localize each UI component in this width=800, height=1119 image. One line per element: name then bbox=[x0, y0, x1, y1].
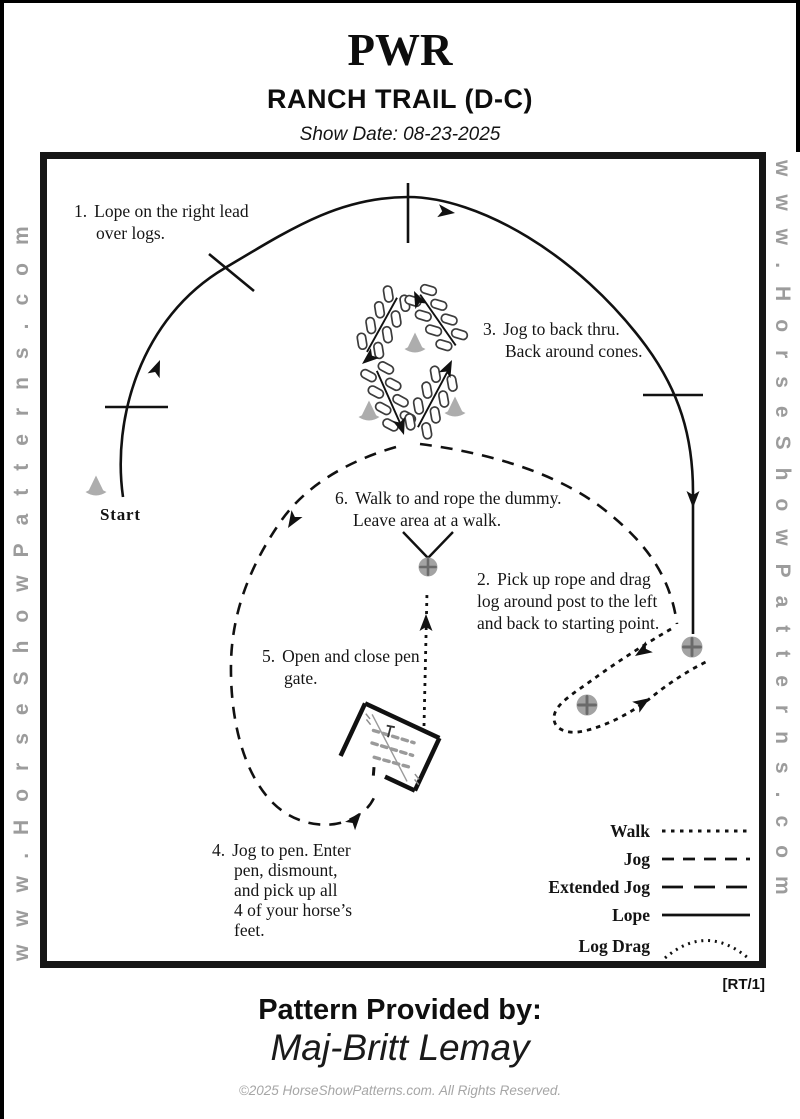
jog-line-sample bbox=[660, 853, 755, 865]
lope-path bbox=[105, 183, 703, 634]
legend-row-jog: Jog bbox=[505, 845, 755, 873]
legend-row-log-drag: Log Drag bbox=[505, 929, 755, 961]
instruction-3: 3. Jog to back thru. Back around cones. bbox=[483, 319, 643, 361]
instruction-5: 5. Open and close pen gate. bbox=[262, 646, 420, 688]
page-border-left bbox=[0, 0, 4, 1119]
rope-dummy bbox=[403, 532, 453, 576]
drag-post-left bbox=[577, 695, 598, 716]
copyright-line: ©2025 HorseShowPatterns.com. All Rights Reserved. bbox=[238, 1083, 562, 1098]
pattern-code: [RT/1] bbox=[722, 976, 765, 993]
start-label: Start bbox=[100, 505, 141, 524]
start-cone bbox=[86, 476, 107, 496]
instruction-1: 1. Lope on the right lead over logs. bbox=[74, 201, 249, 243]
show-date: Show Date: 08-23-2025 bbox=[299, 124, 501, 145]
walk-line-sample bbox=[660, 825, 755, 837]
extended-jog-line-sample bbox=[660, 881, 755, 893]
lope-line-sample bbox=[660, 909, 755, 921]
legend-row-lope: Lope bbox=[505, 901, 755, 929]
walk-path bbox=[420, 592, 433, 726]
watermark-left: www.HorseShowPatterns.com bbox=[10, 208, 33, 961]
watermark-right: www.HorseShowPatterns.com bbox=[771, 160, 794, 913]
gate-post-tick bbox=[371, 767, 377, 776]
drag-post-right bbox=[682, 637, 703, 658]
page-border-top bbox=[0, 0, 800, 3]
instruction-4: 4. Jog to pen. Enter pen, dismount, and pick up all 4 of your horse’s feet. bbox=[212, 840, 353, 940]
instruction-2: 2. Pick up rope and drag log around post to the left and back to starting point. bbox=[477, 569, 660, 633]
legend-row-walk: Walk bbox=[505, 817, 755, 845]
provided-by-heading: Pattern Provided by: bbox=[258, 994, 542, 1026]
gait-legend bbox=[505, 817, 755, 961]
log-drag-arc-sample bbox=[660, 929, 755, 961]
legend-row-extended-jog: Extended Jog bbox=[505, 873, 755, 901]
class-title: RANCH TRAIL (D-C) bbox=[267, 84, 533, 114]
instruction-6: 6. Walk to and rope the dummy. Leave area at a walk. bbox=[335, 488, 562, 530]
provider-name: Maj-Britt Lemay bbox=[270, 1027, 530, 1068]
page-title: PWR bbox=[347, 25, 453, 75]
